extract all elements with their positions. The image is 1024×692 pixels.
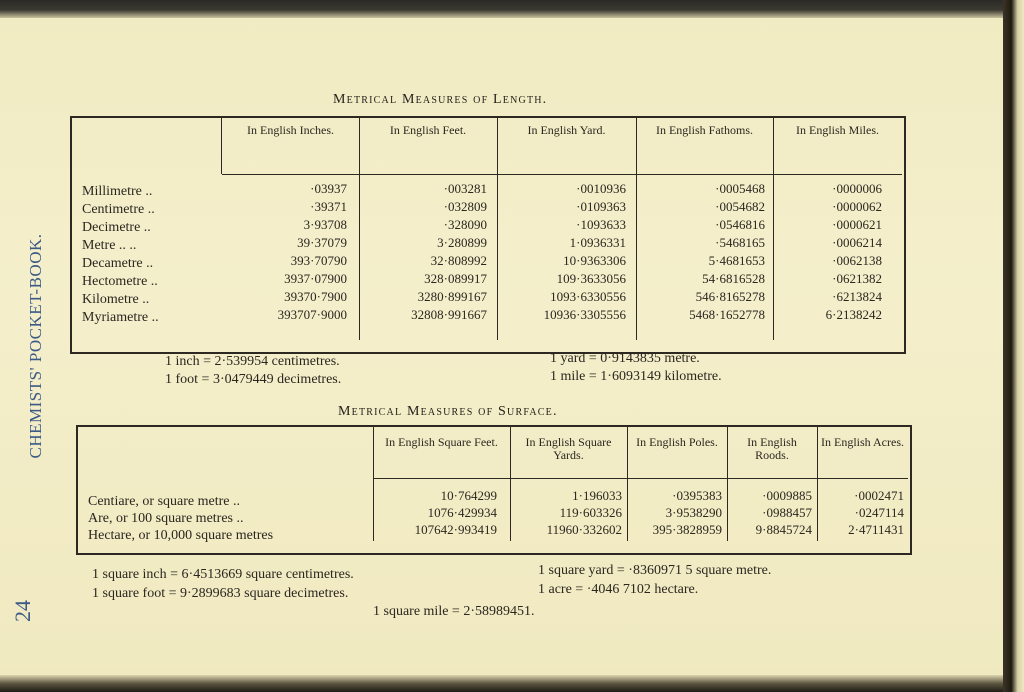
length-cell: 3280·899167 — [417, 289, 487, 304]
length-column-header: In English Inches. — [247, 123, 334, 137]
length-cell: 109·3633056 — [556, 271, 626, 286]
surface-cell: 395·3828959 — [652, 522, 722, 537]
length-cell: ·0000062 — [832, 199, 882, 214]
length-cell: 1·0936331 — [569, 235, 626, 250]
length-cell: 393·70790 — [290, 253, 347, 268]
surface-cell: ·0988457 — [762, 505, 812, 520]
length-cell: 5·4681653 — [708, 253, 765, 268]
surface-note: 1 acre = ·4046 7102 hectare. — [538, 582, 699, 597]
length-note: 1 foot = 3·0479449 decimetres. — [165, 372, 342, 387]
page-bottom-edge — [0, 675, 1024, 692]
length-cell: 10·9363306 — [563, 253, 626, 268]
length-row-label: Kilometre .. — [82, 292, 150, 307]
surface-note: 1 square inch = 6·4513669 square centimetres. — [92, 567, 354, 582]
surface-note: 1 square mile = 2·58989451. — [373, 604, 535, 619]
length-cell: ·0546816 — [715, 217, 765, 232]
page-number-text: 24 — [10, 600, 35, 622]
length-cell: 6·2138242 — [825, 307, 882, 322]
page-top-edge — [0, 0, 1024, 18]
length-cell: ·5468165 — [715, 235, 765, 250]
surface-cell: 2·4711431 — [848, 522, 904, 537]
length-cell: 3·93708 — [303, 217, 347, 232]
length-cell: ·0000621 — [832, 217, 882, 232]
length-row-label: Myriametre .. — [82, 310, 159, 325]
length-note: 1 inch = 2·539954 centimetres. — [165, 354, 340, 369]
surface-note: 1 square foot = 9·2899683 square decimetres. — [92, 586, 349, 601]
length-cell: 328·089917 — [424, 271, 487, 286]
surface-cell: 9·8845724 — [755, 522, 812, 537]
surface-cell: 1076·429934 — [427, 505, 497, 520]
surface-cell: 3·9538290 — [665, 505, 722, 520]
length-column-header: In English Miles. — [796, 123, 879, 137]
length-row-label: Decimetre .. — [82, 220, 151, 235]
length-cell: ·003281 — [443, 181, 487, 196]
running-header-text: CHEMISTS' POCKET-BOOK. — [26, 233, 45, 459]
surface-cell: 10·764299 — [440, 488, 497, 503]
length-row-label: Metre .. .. — [82, 238, 137, 253]
surface-row-label: Centiare, or square metre .. — [88, 494, 240, 509]
length-cell: ·0006214 — [832, 235, 882, 250]
length-row-label: Millimetre .. — [82, 184, 153, 199]
length-cell: ·0621382 — [832, 271, 882, 286]
surface-header-rule — [373, 478, 908, 479]
length-cell: ·0109363 — [576, 199, 626, 214]
length-column-header: In English Yard. — [527, 123, 606, 137]
length-cell: 39·37079 — [297, 235, 347, 250]
length-note: 1 mile = 1·6093149 kilometre. — [550, 369, 722, 384]
page-binding-edge — [1003, 0, 1024, 692]
length-cell: ·1093633 — [576, 217, 626, 232]
page-number — [10, 598, 36, 624]
surface-row-label: Hectare, or 10,000 square metres — [88, 528, 274, 543]
surface-row-label: Are, or 100 square metres .. — [88, 511, 244, 526]
surface-table-title: Metrical Measures of Surface. — [338, 404, 558, 419]
length-cell: ·6213824 — [832, 289, 882, 304]
length-cell: ·0054682 — [715, 199, 765, 214]
length-cell: ·032809 — [443, 199, 487, 214]
length-cell: 546·8165278 — [695, 289, 765, 304]
length-cell: ·0010936 — [576, 181, 626, 196]
length-cell: 5468·1652778 — [689, 307, 765, 322]
length-cell: ·0062138 — [832, 253, 882, 268]
length-cell: 54·6816528 — [702, 271, 765, 286]
length-cell: 3937·07900 — [284, 271, 347, 286]
length-column-header: In English Feet. — [389, 123, 467, 137]
surface-column-header: In English Roods. — [747, 435, 797, 462]
length-cell: 393707·9000 — [277, 307, 347, 322]
surface-column-header: In English Poles. — [636, 435, 718, 449]
length-cell: 3·280899 — [437, 235, 487, 250]
surface-cell: 107642·993419 — [414, 522, 497, 537]
length-header-rule — [222, 174, 902, 175]
surface-cell: 11960·332602 — [546, 522, 622, 537]
length-cell: 32808·991667 — [411, 307, 487, 322]
surface-note: 1 square yard = ·8360971 5 square metre. — [538, 563, 772, 578]
surface-cell: ·0009885 — [762, 488, 812, 503]
length-row-label: Decametre .. — [82, 256, 154, 271]
length-column-header: In English Fathoms. — [655, 123, 753, 137]
length-col-divider — [221, 118, 222, 174]
length-note: 1 yard = 0·9143835 metre. — [550, 351, 700, 366]
length-cell: ·39371 — [310, 199, 347, 214]
surface-column-header: In English Square Feet. — [385, 435, 498, 449]
surface-column-header: In English Acres. — [821, 435, 904, 449]
surface-column-header: In English Square Yards. — [525, 435, 612, 462]
length-row-label: Hectometre .. — [82, 274, 158, 289]
length-cell: ·03937 — [310, 181, 347, 196]
surface-cell: 119·603326 — [559, 505, 622, 520]
length-table-title: Metrical Measures of Length. — [333, 92, 548, 107]
length-cell: 1093·6330556 — [550, 289, 626, 304]
length-row-label: Centimetre .. — [82, 202, 155, 217]
length-cell: ·0000006 — [832, 181, 882, 196]
length-cell: 32·808992 — [430, 253, 487, 268]
length-cell: 10936·3305556 — [543, 307, 626, 322]
surface-cell: 1·196033 — [572, 488, 622, 503]
length-cell: 39370·7900 — [284, 289, 347, 304]
surface-cell: ·0247114 — [854, 505, 904, 520]
surface-cell: ·0395383 — [672, 488, 722, 503]
length-cell: ·0005468 — [715, 181, 765, 196]
length-cell: ·328090 — [443, 217, 487, 232]
surface-cell: ·0002471 — [854, 488, 904, 503]
